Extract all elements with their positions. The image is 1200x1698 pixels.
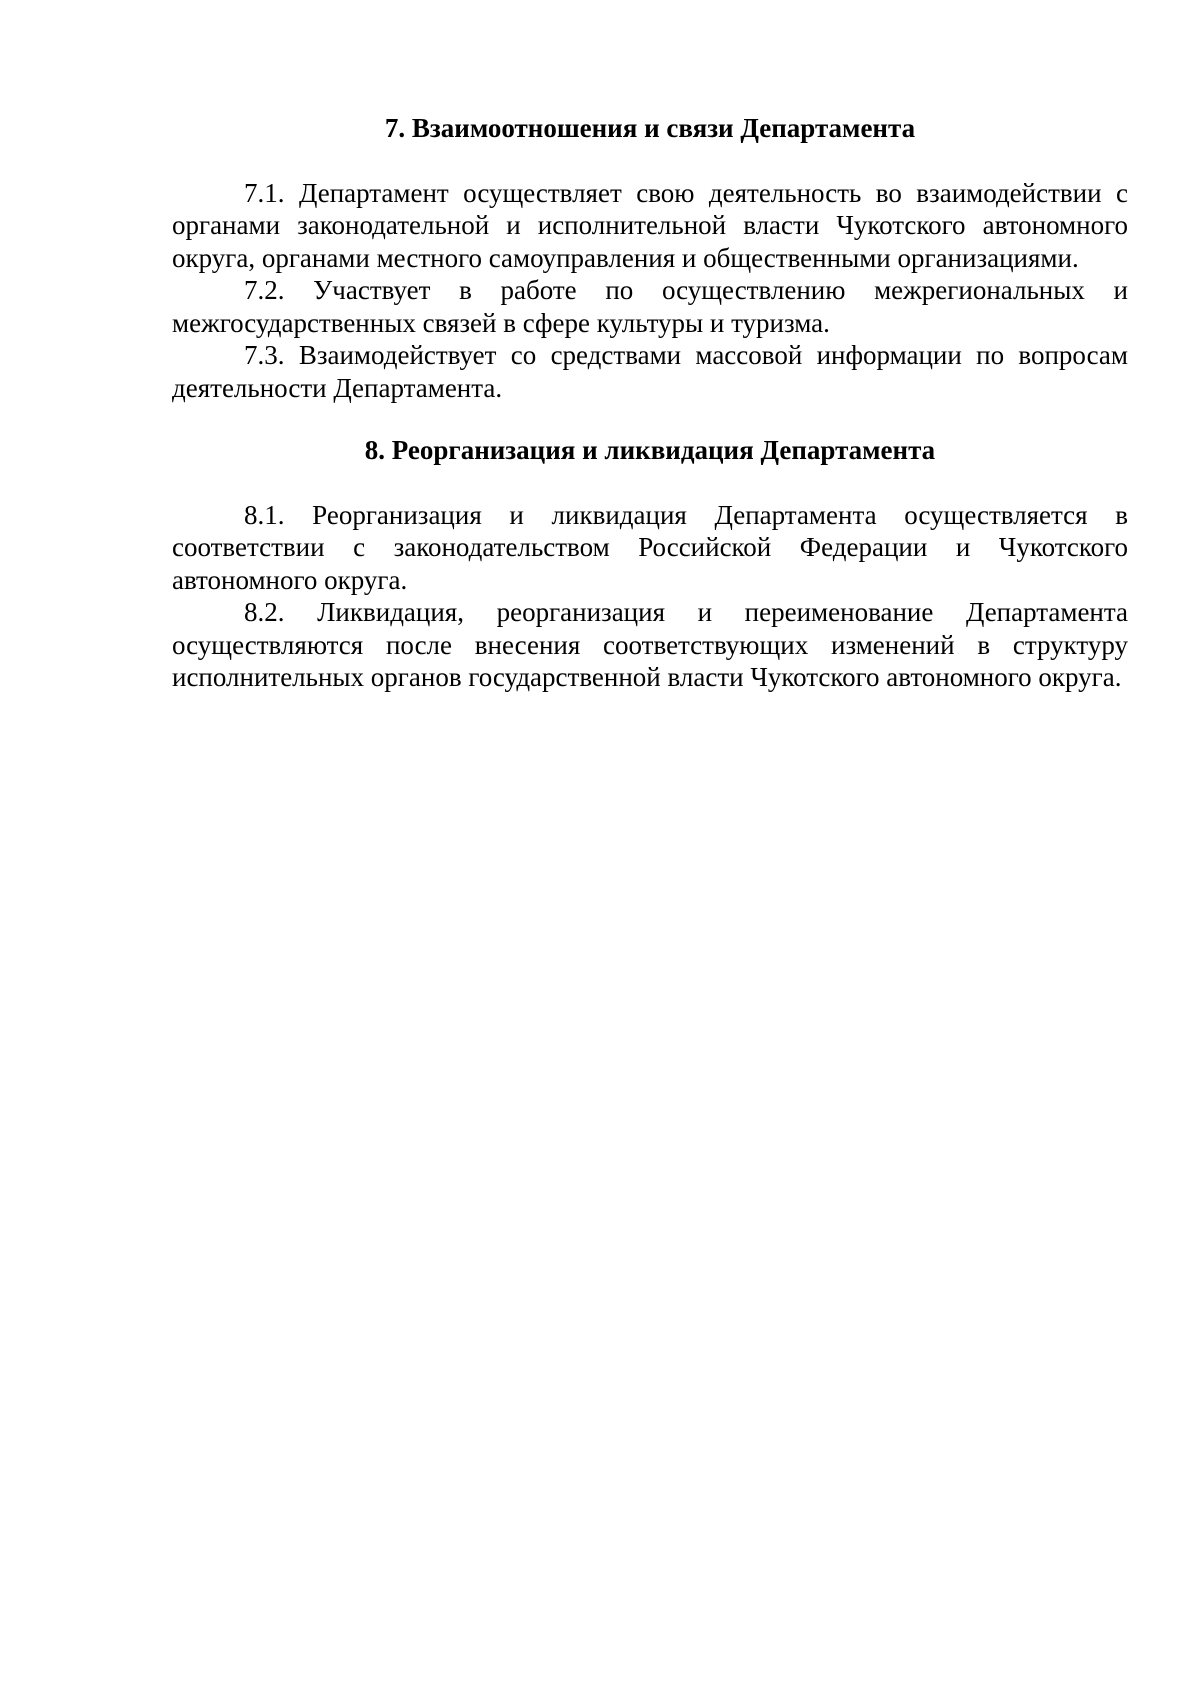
paragraph-7-3: 7.3. Взаимодействует со средствами массовой информации по вопросам деятельности Департамента. — [172, 340, 1128, 403]
paragraph-7-1: 7.1. Департамент осуществляет свою деятельность во взаимодействии с органами законодательной и исполнительной власти Чукотского автономного округа, органами местного самоуправления и общественными организациями. — [172, 177, 1128, 273]
paragraph-8-2: 8.2. Ликвидация, реорганизация и переименование Департамента осуществляются после внесения соответствующих изменений в структуру исполнительных органов государственной власти Чукотского автономного округа. — [172, 597, 1128, 692]
paragraph-8-1: 8.1. Реорганизация и ликвидация Департамента осуществляется в соответствии с законодательством Российской Федерации и Чукотского автономного округа. — [172, 499, 1128, 595]
document-body — [172, 112, 1128, 694]
paragraph-7-2: 7.2. Участвует в работе по осуществлению межрегиональных и межгосударственных связей в сфере культуры и туризма. — [172, 275, 1128, 338]
section-7-title: 7. Взаимоотношения и связи Департамента — [384, 113, 916, 143]
section-8-title: 8. Реорганизация и ликвидация Департамента — [364, 435, 936, 465]
